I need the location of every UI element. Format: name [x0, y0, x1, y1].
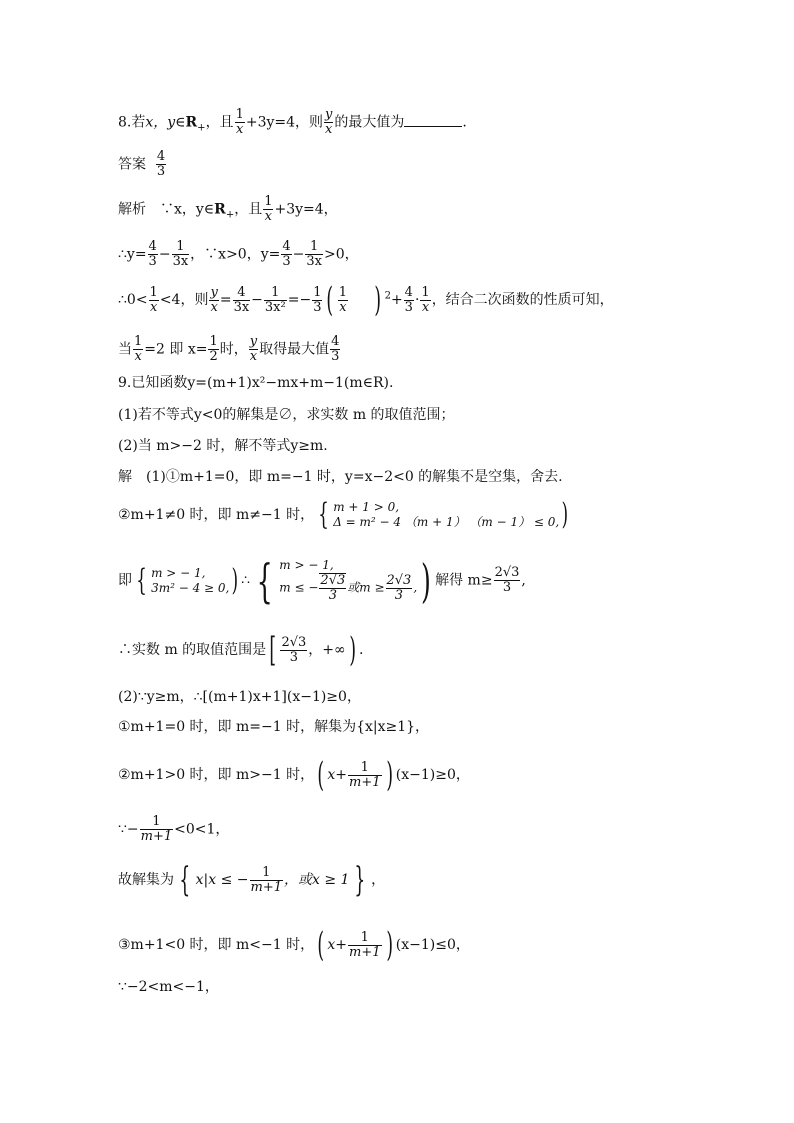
solution-9-line-6: ①m+1=0 时，即 m=−1 时，解集为{x|x≥1}， [118, 719, 430, 735]
solution-9-line-9: 故解集为 { x|x ≤ − $\frac{1}{m+1}$ ，或x ≥ 1 } ， [118, 860, 386, 900]
solution-8-line-2: ∴y= $\frac{4}{3}$ − $\frac{1}{3x}$ ，∵x>0，y= $\frac{4}{3}$ − $\frac{1}{3x}$ >0， [118, 239, 359, 269]
question-9-part-2: (2)当 m>−2 时，解不等式y≥m. [118, 438, 328, 454]
solution-9-line-4: ∴实数 m 的取值范围是[ $\frac{2√3}{3}$ ，+∞) . [118, 630, 364, 670]
solution-9-line-3: 即 { m > − 1, 3m² − 4 ≥ 0, ) ∴ { m > − 1, m ≤ − $\frac{2√3}{3}$ 或m ≥ $\frac{2√3}{3}$ , ) 解得 m≥ $\frac{2√3}{3}$ , [118, 553, 526, 608]
solution-8-line-4: 当 $\frac{1}{x}$ =2 即 x= $\frac{1}{2}$ 时， $\frac{y}{x}$ 取得最大值 $\frac{4}{3}$ [118, 334, 340, 364]
solution-9-line-2: ②m+1≠0 时，即 m≠−1 时， { m + 1 > 0, Δ = m² − 4 （m + 1） （m − 1） ≤ 0, ) [118, 497, 569, 532]
answer-blank [404, 114, 462, 127]
answer-line: 答案 $\frac{4}{3}$ [118, 149, 166, 179]
question-8: 8.若x，$y\in R_+$，且 $\frac{1}{x}$ +3y=4，则 $\frac{y}{x}$ 的最大值为 . [118, 107, 467, 137]
solution-9-line-10: ③m+1<0 时，即 m<−1 时，( x+ $\frac{1}{m+1}$ ) (x−1)≤0， [118, 925, 470, 965]
solution-8-line-3: ∴0< $\frac{1}{x}$ <4，则 $\frac{y}{x}$ = $\frac{4}{3x}$ − $\frac{1}{\text{3x²}}$ =− $\frac{1}{3}$ ( $\frac{1}{x}$ ) $^2$+ $\frac{4}{3}$ · $\frac{1}{x}$ ，结合二次函数的性质可知， [118, 280, 614, 320]
solution-8-line-1: 解析 ∵x，$y\in R_+$，且 $\frac{1}{x}$ +3y=4， [118, 194, 338, 224]
solution-9-line-5: (2)∵y≥m，∴[(m+1)x+1](x−1)≥0， [118, 689, 361, 705]
fraction: $\frac{y}{x}$ [325, 107, 333, 137]
solution-9-line-11: ∵−2<m<−1， [118, 979, 219, 995]
question-9-part-1: (1)若不等式y<0的解集是∅，求实数 m 的取值范围； [118, 407, 455, 423]
solution-9-line-8: ∵− $\frac{1}{m+1}$ <0<1， [118, 814, 230, 844]
solution-9-line-1: 解 (1)①m+1=0，即 m=−1 时，y=x−2<0 的解集不是空集，舍去. [118, 469, 563, 485]
question-9-title: 9.已知函数y=(m+1)x²−mx+m−1(m∈R). [118, 375, 394, 391]
answer-fraction: $\frac{4}{3}$ [156, 149, 166, 179]
fraction: $\frac{1}{x}$ [235, 107, 244, 137]
solution-9-line-7: ②m+1>0 时，即 m>−1 时，( x+ $\frac{1}{m+1}$ ) (x−1)≥0， [118, 755, 470, 795]
